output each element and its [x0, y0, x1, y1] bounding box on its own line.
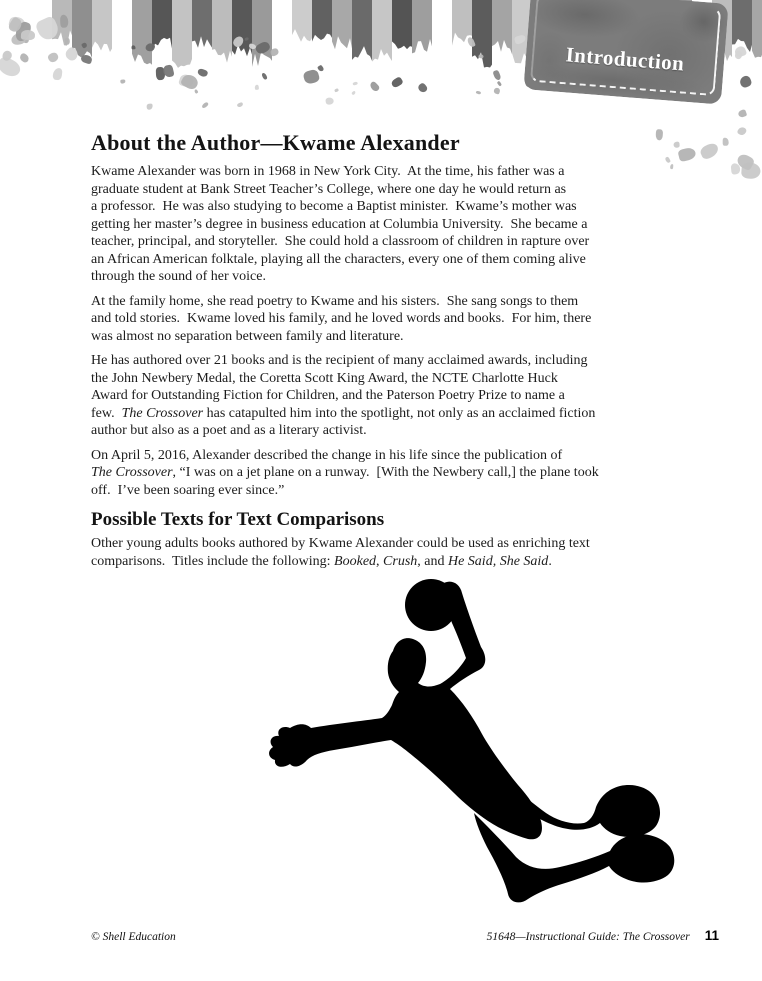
banner-stripe: [752, 0, 762, 130]
banner-stripe: [472, 0, 492, 130]
banner-stripe: [132, 0, 152, 130]
grunge-blob: [677, 147, 696, 163]
banner-stripe: [92, 0, 112, 130]
page-footer: [91, 928, 719, 943]
figure-basketball: [260, 579, 680, 911]
banner-stripe: [272, 0, 292, 130]
grunge-blob: [730, 162, 740, 174]
footer-right: [487, 928, 719, 943]
page-title: About the Author—Kwame Alexander: [91, 130, 460, 155]
paragraph: At the family home, she read poetry to Kwame and his sisters. She sang songs to them and told stories. Kwame loved his family, and he loved words and books. For him, there was almost no separation between family and literature.: [91, 293, 592, 344]
section-heading: Possible Texts for Text Comparisons: [91, 509, 385, 530]
banner-stripe: [452, 0, 472, 130]
grunge-blob: [60, 15, 69, 28]
article-body: [91, 130, 677, 577]
grunge-blob: [723, 138, 729, 146]
player-body: [269, 582, 542, 840]
banner-stripe: [212, 0, 232, 130]
grunge-blob: [254, 85, 258, 90]
introduction-tab: [523, 0, 728, 105]
banner-stripe: [252, 0, 272, 130]
banner-stripe: [432, 0, 452, 130]
paragraph: Other young adults books authored by Kwame Alexander could be used as enriching text comparisons. Titles include the following: Booked, Crush, and He Said, She Said.: [91, 536, 590, 569]
banner-stripe: [412, 0, 432, 130]
banner-stripe: [172, 0, 192, 130]
banner-stripe: [292, 0, 312, 130]
basketball-dunk-silhouette: [260, 579, 680, 911]
banner-stripe: [112, 0, 132, 130]
banner-stripe: [232, 0, 252, 130]
banner-stripe: [392, 0, 412, 130]
banner-stripe: [372, 0, 392, 130]
paragraph: On April 5, 2016, Alexander described the change in his life since the publication of The Crossover, “I was on a jet plane on a runway. [With the Newbery call,] the plane took off. I’ve been soaring ever since.”: [91, 447, 599, 498]
grunge-blob: [65, 37, 70, 44]
banner-stripe: [332, 0, 352, 130]
banner-stripe: [72, 0, 92, 130]
paragraph: He has authored over 21 books and is the recipient of many acclaimed awards, including the John Newbery Medal, the Coretta Scott King Award, the NCTE Charlotte Huck Award for Outstanding Fiction for Children, and the Paterson Poetry Prize to name a few. The Crossover has catapulted him into the spotlight, not only as an acclaimed fiction author but also as a poet and as a literary activist.: [91, 353, 596, 438]
banner-stripe: [352, 0, 372, 130]
banner-stripe: [192, 0, 212, 130]
grunge-blob: [21, 29, 36, 39]
tab-label: Introduction: [564, 42, 686, 76]
page-number: 11: [704, 928, 719, 943]
paragraph: Kwame Alexander was born in 1968 in New York City. At the time, his father was a graduate student at Bank Street Teacher’s College, where one day he would return as a professor. He was also studying to become a Baptist minister. Kwame’s mother was getting her master’s degree in business education at Columbia University. She became a teacher, principal, and storyteller. She could hold a classroom of children in rapture over an African American folktale, playing all the characters, every one of them coming alive through the sound of her voice.: [91, 164, 590, 284]
footer-copyright: © Shell Education: [91, 931, 176, 943]
footer-guide-title: 51648—Instructional Guide: The Crossover: [486, 931, 690, 943]
grunge-blob: [699, 141, 721, 160]
grunge-blob: [132, 45, 136, 49]
grunge-blob: [18, 52, 30, 63]
banner-stripe: [492, 0, 512, 130]
